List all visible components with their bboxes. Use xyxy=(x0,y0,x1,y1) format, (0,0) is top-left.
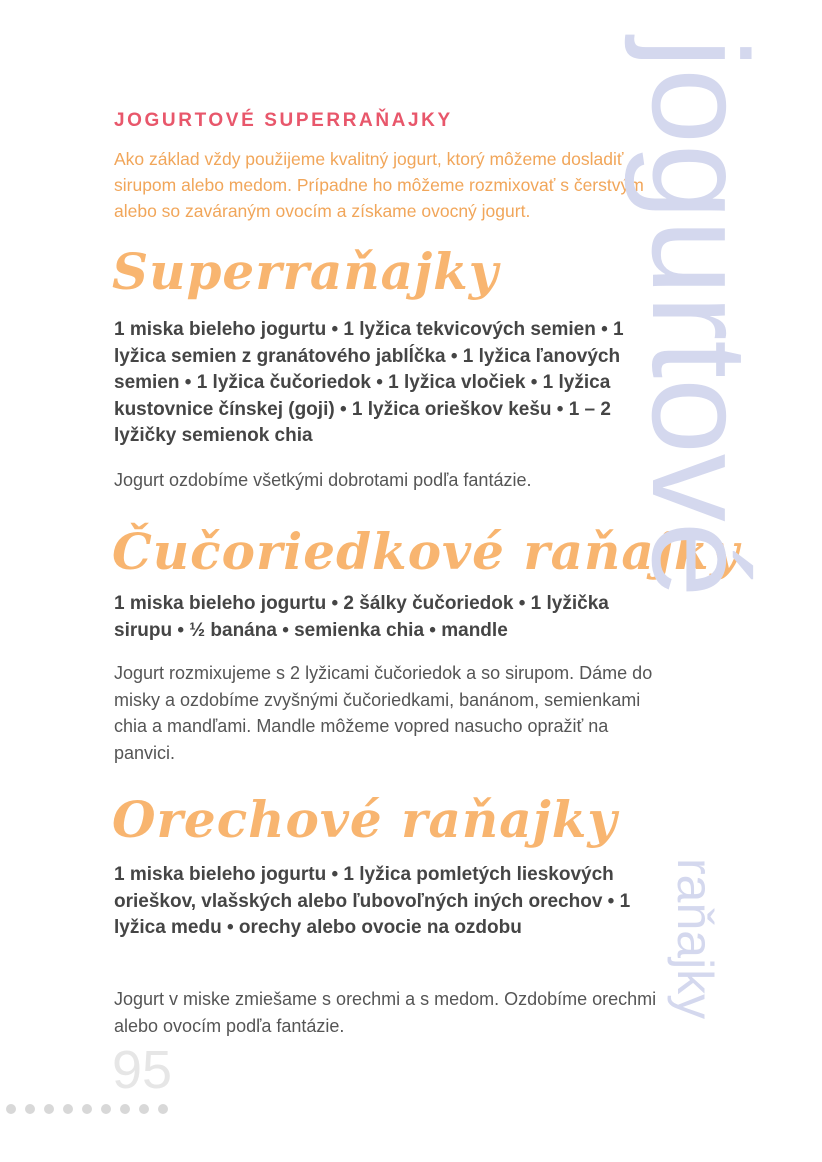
side-title-big: jogurtové xyxy=(624,38,776,598)
recipe-method-cucoriedkove: Jogurt rozmixujeme s 2 lyžicami čučoriedok a so sirupom. Dáme do misky a ozdobíme zvyšnými čučoriedkami, banánom, semienkami chia a mandľami. Mandle môžeme vopred nasucho opražiť na panvici. xyxy=(114,663,653,763)
dot xyxy=(82,1104,92,1114)
dot xyxy=(63,1104,73,1114)
side-title-small: raňajky xyxy=(667,858,723,1020)
dot xyxy=(6,1104,16,1114)
recipe-ingredients-cucoriedkove: 1 miska bieleho jogurtu • 2 šálky čučoriedok • 1 lyžička sirupu • ½ banána • semienka chia • mandle xyxy=(114,593,609,641)
dot xyxy=(25,1104,35,1114)
dot xyxy=(158,1104,168,1114)
dot xyxy=(139,1104,149,1114)
recipe-title-orechove: Orechové raňajky xyxy=(112,790,618,849)
recipe-ingredients-superranajky: 1 miska bieleho jogurtu • 1 lyžica tekvicových semien • 1 lyžica semien z granátového jablĺčka • 1 lyžica ľanových semien • 1 lyžica čučoriedok • 1 lyžica vločiek • 1 lyžica kustovnice čínskej (goji) • 1 lyžica orieškov kešu • 1 – 2 lyžičky semienok chia xyxy=(114,319,624,446)
recipe-method-superranajky: Jogurt ozdobíme všetkými dobrotami podľa fantázie. xyxy=(114,470,532,490)
recipe-title-cucoriedkove: Čučoriedkové raňajky xyxy=(112,522,740,581)
dot xyxy=(44,1104,54,1114)
recipe-method-orechove: Jogurt v miske zmiešame s orechmi a s medom. Ozdobíme orechmi alebo ovocím podľa fantázie. xyxy=(114,989,657,1036)
page-number: 95 xyxy=(112,1040,173,1100)
recipe-ingredients-orechove: 1 miska bieleho jogurtu • 1 lyžica pomletých lieskových orieškov, vlašských alebo ľubovoľných iných orechov • 1 lyžica medu • orechy alebo ovocie na ozdobu xyxy=(114,864,631,938)
decorative-dot-row xyxy=(6,1104,168,1114)
section-intro: Ako základ vždy použijeme kvalitný jogurt, ktorý môžeme dosladiť sirupom alebo medom. Prípadne ho môžeme rozmixovať s čerstvým alebo so zaváraným ovocím a získame ovocný jogurt. xyxy=(114,149,644,221)
recipe-title-superranajky: Superraňajky xyxy=(112,242,499,301)
section-heading: JOGURTOVÉ SUPERRAŇAJKY xyxy=(114,110,453,131)
dot xyxy=(101,1104,111,1114)
dot xyxy=(120,1104,130,1114)
